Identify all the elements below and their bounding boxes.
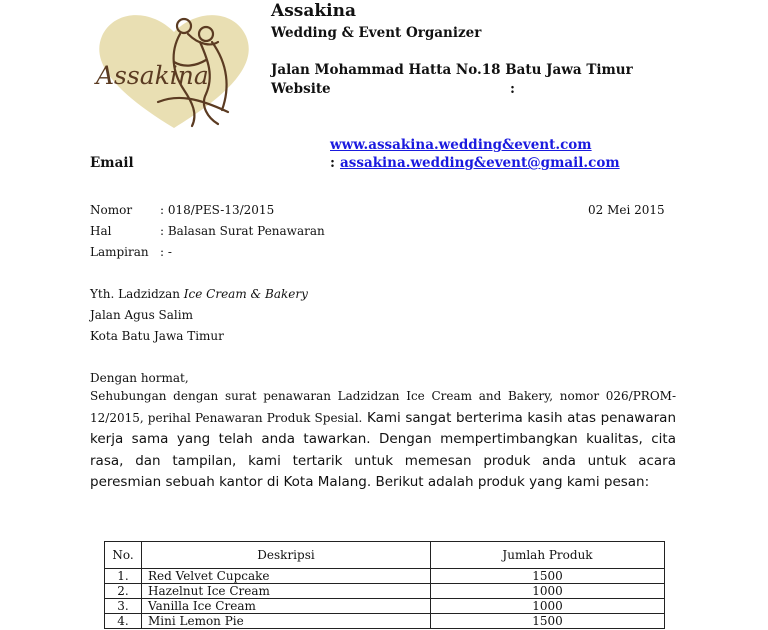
- company-name: Assakina: [271, 1, 356, 21]
- row-no: 2.: [105, 584, 142, 599]
- row-no: 1.: [105, 569, 142, 584]
- greeting: Dengan hormat,: [90, 371, 189, 385]
- website-colon: :: [510, 81, 515, 97]
- recipient-company: Ice Cream & Bakery: [183, 287, 308, 301]
- body-paragraph-serif: Sehubungan dengan surat penawaran Ladzidzan Ice Cream and Bakery, nomor 026/PROM-12/2015, perihal Penawaran Produk Spesial.: [90, 389, 676, 425]
- header-jumlah: Jumlah Produk: [431, 542, 665, 569]
- website-link[interactable]: www.assakina.wedding&event.com: [330, 137, 592, 153]
- recipient-name: Yth. Ladzidzan: [90, 287, 184, 301]
- lampiran-label: Lampiran: [90, 245, 149, 259]
- logo-heart-couple-icon: [88, 2, 260, 134]
- table-row: [105, 614, 665, 629]
- company-subtitle: Wedding & Event Organizer: [271, 25, 482, 41]
- header-no: No.: [105, 542, 142, 569]
- letter-date: 02 Mei 2015: [588, 203, 665, 217]
- body-paragraph-sans: Kami sangat berterima kasih atas penawaran kerja sama yang telah anda tawarkan. Dengan mempertimbangkan kualitas, cita rasa, dan tampilan, kami tertarik untuk memesan produk anda untuk acara peresmian sebuah kantor di Kota Malang. Berikut adalah produk yang kami pesan:: [90, 409, 676, 490]
- email-label: Email: [90, 155, 134, 171]
- row-quantity: 1500: [431, 569, 665, 584]
- row-description: Red Velvet Cupcake: [142, 569, 431, 584]
- row-quantity: 1000: [431, 599, 665, 614]
- table-row: [105, 599, 665, 614]
- row-quantity: 1500: [431, 614, 665, 629]
- lampiran-value: : -: [160, 245, 172, 259]
- hal-label: Hal: [90, 224, 112, 238]
- row-quantity: 1000: [431, 584, 665, 599]
- company-logo: [88, 2, 260, 134]
- recipient-line-3: Kota Batu Jawa Timur: [90, 329, 224, 343]
- hal-value: : Balasan Surat Penawaran: [160, 224, 325, 238]
- product-table: [104, 541, 665, 629]
- header-deskripsi: Deskripsi: [142, 542, 431, 569]
- email-colon: :: [330, 155, 335, 171]
- website-label: Website: [271, 81, 331, 97]
- row-no: 4.: [105, 614, 142, 629]
- recipient-line-1: [90, 287, 308, 301]
- table-row: [105, 584, 665, 599]
- row-description: Mini Lemon Pie: [142, 614, 431, 629]
- body-paragraph: [90, 386, 676, 494]
- recipient-line-2: Jalan Agus Salim: [90, 308, 193, 322]
- row-description: Hazelnut Ice Cream: [142, 584, 431, 599]
- logo-wordmark: Assakina: [96, 61, 209, 90]
- nomor-label: Nomor: [90, 203, 133, 217]
- row-no: 3.: [105, 599, 142, 614]
- table-row: [105, 569, 665, 584]
- company-address: Jalan Mohammad Hatta No.18 Batu Jawa Timur: [271, 62, 633, 78]
- email-link[interactable]: assakina.wedding&event@gmail.com: [340, 155, 620, 171]
- nomor-value: : 018/PES-13/2015: [160, 203, 275, 217]
- row-description: Vanilla Ice Cream: [142, 599, 431, 614]
- table-header-row: [105, 542, 665, 569]
